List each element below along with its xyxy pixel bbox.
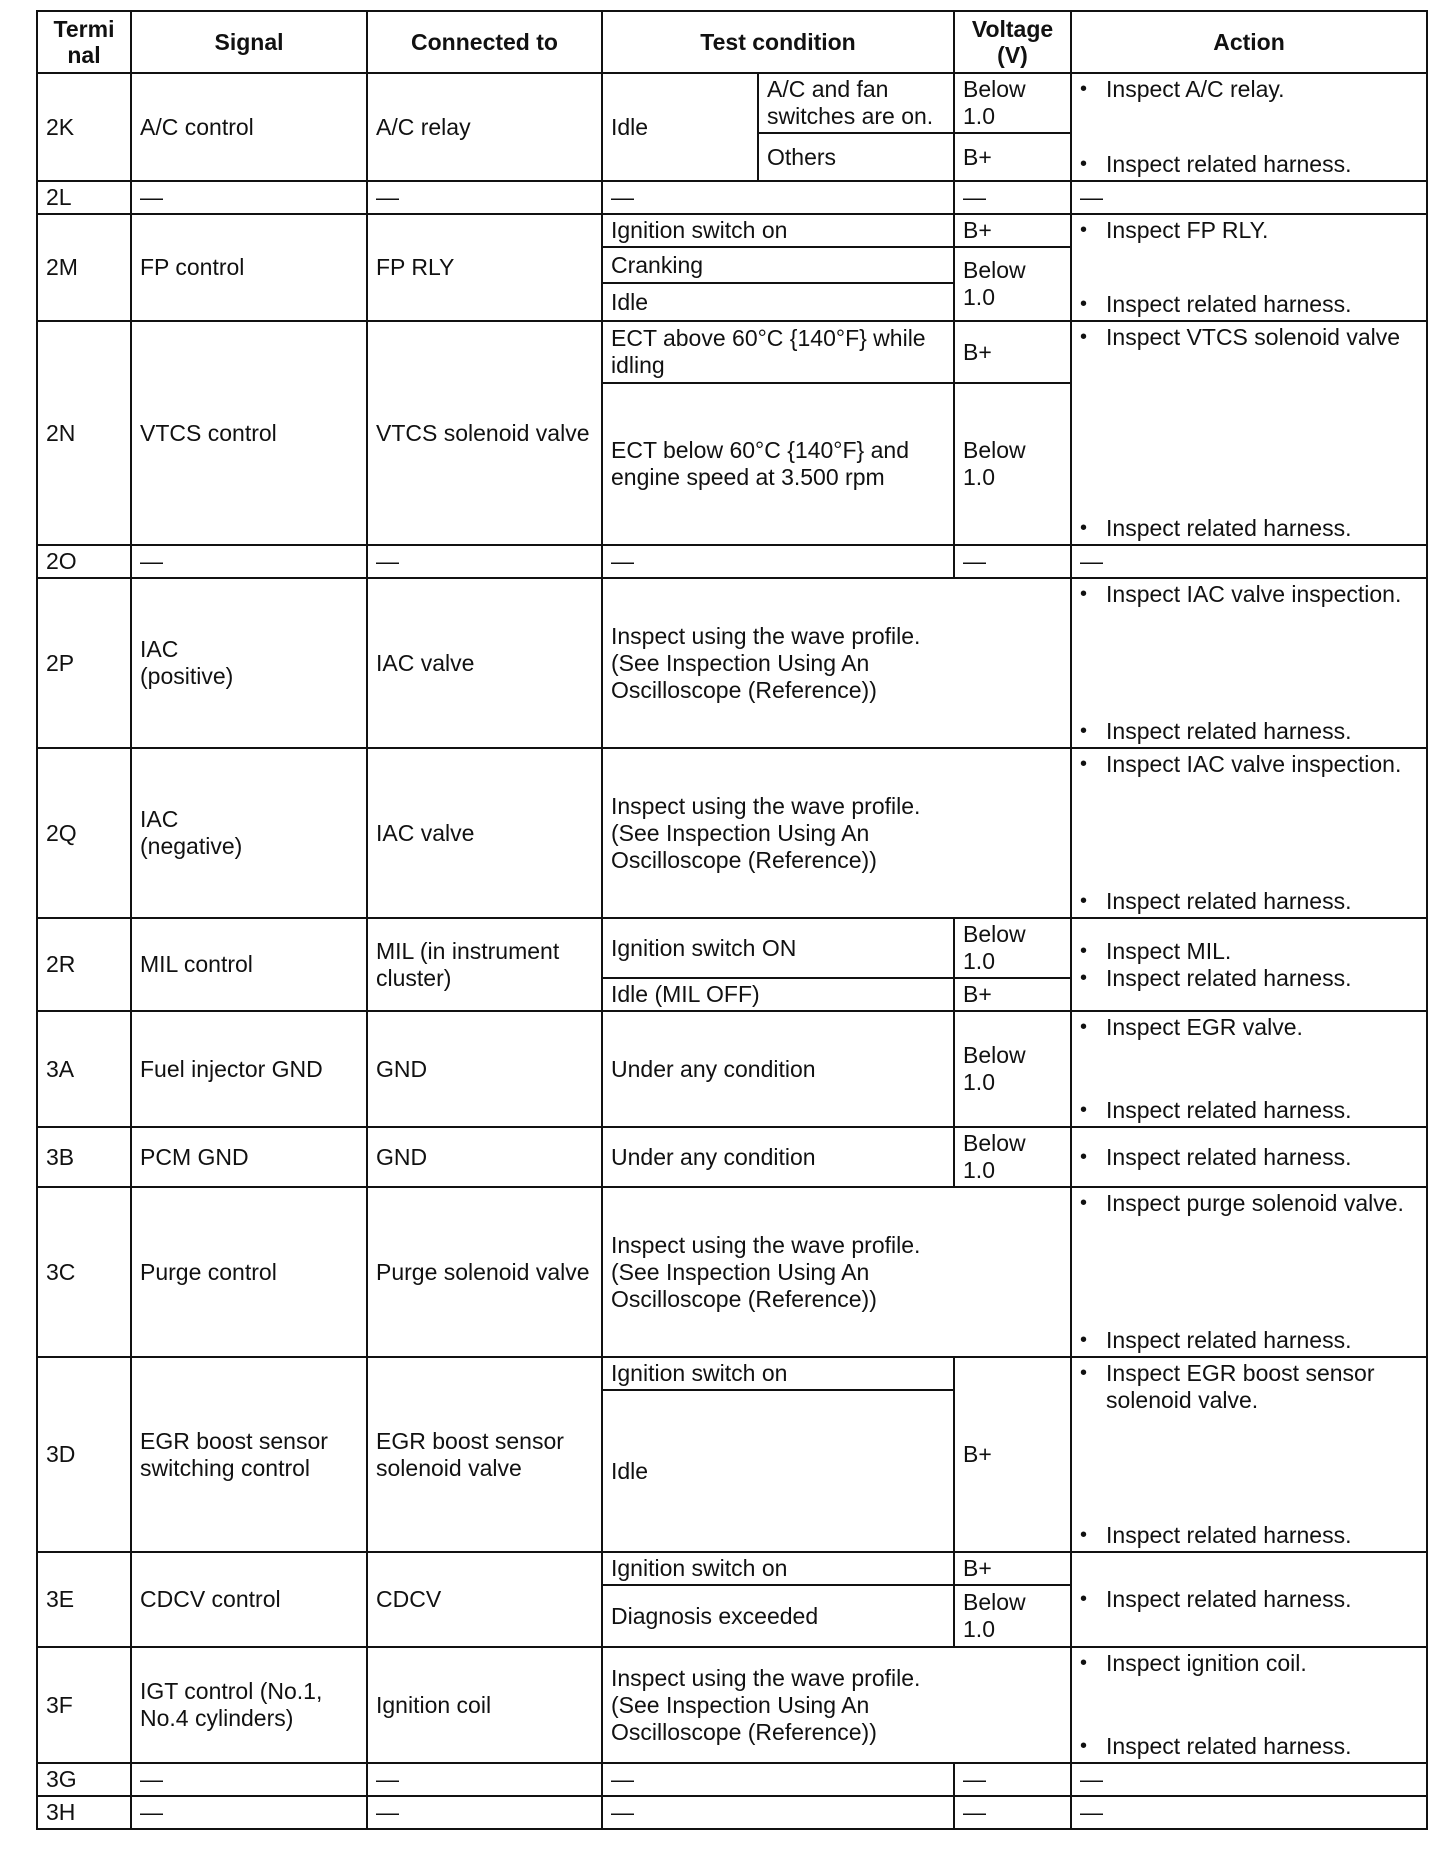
connected-cell: IAC valve — [367, 578, 602, 748]
connected-cell: MIL (in instrument cluster) — [367, 918, 602, 1011]
test-condition-cell: Idle (MIL OFF) — [602, 978, 954, 1011]
terminal-cell: 2P — [37, 578, 131, 748]
table-row — [37, 1357, 1427, 1390]
action-cell — [1071, 578, 1427, 748]
action-item: • Inspect related harness. — [1080, 718, 1352, 744]
table-row — [37, 1127, 1427, 1187]
voltage-cell: Below 1.0 — [954, 918, 1071, 978]
table-row — [37, 181, 1427, 214]
terminal-cell: 2Q — [37, 748, 131, 918]
action-cell — [1071, 73, 1427, 181]
signal-cell: — — [131, 1763, 367, 1796]
voltage-cell: — — [954, 1763, 1071, 1796]
action-item: • Inspect purge solenoid valve. — [1080, 1190, 1404, 1216]
table-row — [37, 1647, 1427, 1763]
signal-cell: Purge control — [131, 1187, 367, 1357]
test-condition-cell: Cranking — [602, 247, 954, 283]
header-test-condition: Test condition — [602, 11, 954, 73]
action-item: • Inspect MIL. — [1080, 937, 1232, 964]
voltage-cell: Below 1.0 — [954, 73, 1071, 133]
header-row — [37, 11, 1427, 73]
connected-cell: A/C relay — [367, 73, 602, 181]
action-cell: — — [1071, 545, 1427, 578]
action-item: • Inspect related harness. — [1080, 888, 1352, 914]
signal-cell: A/C control — [131, 73, 367, 181]
action-cell — [1071, 1187, 1427, 1357]
action-item: • Inspect related harness. — [1080, 1522, 1352, 1548]
pcm-terminal-table — [36, 10, 1428, 1830]
action-cell — [1071, 1647, 1427, 1763]
connected-cell: VTCS solenoid valve — [367, 321, 602, 545]
action-item: • Inspect related harness. — [1080, 291, 1352, 317]
test-condition-cell: ECT below 60°C {140°F} and engine speed at 3.500 rpm — [602, 383, 954, 545]
test-condition-cell: Ignition switch ON — [602, 918, 954, 978]
terminal-cell: 3A — [37, 1011, 131, 1127]
action-item: • Inspect IAC valve inspection. — [1080, 581, 1402, 607]
voltage-cell: Below 1.0 — [954, 1011, 1071, 1127]
connected-cell: — — [367, 545, 602, 578]
voltage-cell: B+ — [954, 1552, 1071, 1585]
signal-cell: EGR boost sensor switching control — [131, 1357, 367, 1552]
action-item: • Inspect IAC valve inspection. — [1080, 751, 1402, 777]
test-condition-cell: Under any condition — [602, 1011, 954, 1127]
action-cell: — — [1071, 1763, 1427, 1796]
action-cell — [1071, 918, 1427, 1011]
signal-cell: — — [131, 181, 367, 214]
action-cell — [1071, 1552, 1427, 1647]
test-condition-cell: — — [602, 545, 954, 578]
action-item: • Inspect related harness. — [1080, 1733, 1352, 1759]
test-condition-cell: Under any condition — [602, 1127, 954, 1187]
connected-cell: CDCV — [367, 1552, 602, 1647]
table-row — [37, 73, 1427, 133]
table-row — [37, 578, 1427, 748]
table-row — [37, 1763, 1427, 1796]
test-condition-cell: Idle — [602, 73, 758, 181]
action-cell: — — [1071, 1796, 1427, 1829]
table-row — [37, 1011, 1427, 1127]
connected-cell: Purge solenoid valve — [367, 1187, 602, 1357]
test-condition-cell: Ignition switch on — [602, 1552, 954, 1585]
test-condition-cell: Inspect using the wave profile. (See Inspection Using An Oscilloscope (Reference)) — [602, 748, 1071, 918]
test-condition-cell: — — [602, 181, 954, 214]
test-condition-cell: — — [602, 1796, 954, 1829]
action-cell — [1071, 214, 1427, 321]
action-item: • Inspect related harness. — [1080, 1327, 1352, 1353]
table-row — [37, 545, 1427, 578]
action-item: • Inspect FP RLY. — [1080, 217, 1269, 243]
voltage-cell: Below 1.0 — [954, 1127, 1071, 1187]
test-condition-cell: — — [602, 1763, 954, 1796]
action-item: • Inspect EGR valve. — [1080, 1014, 1303, 1040]
test-condition-cell: Ignition switch on — [602, 1357, 954, 1390]
terminal-cell: 3D — [37, 1357, 131, 1552]
test-condition-cell: Inspect using the wave profile. (See Inspection Using An Oscilloscope (Reference)) — [602, 1187, 1071, 1357]
table-row — [37, 1187, 1427, 1357]
header-action: Action — [1071, 11, 1427, 73]
test-condition-cell: Diagnosis exceeded — [602, 1585, 954, 1647]
connected-cell: — — [367, 1763, 602, 1796]
terminal-cell: 2L — [37, 181, 131, 214]
action-item: • Inspect related harness. — [1080, 515, 1352, 541]
voltage-cell: Below 1.0 — [954, 247, 1071, 321]
header-connected-to: Connected to — [367, 11, 602, 73]
signal-cell: IAC (negative) — [131, 748, 367, 918]
table-row — [37, 321, 1427, 383]
connected-cell: IAC valve — [367, 748, 602, 918]
test-condition-cell: Ignition switch on — [602, 214, 954, 247]
action-cell — [1071, 1011, 1427, 1127]
voltage-cell: — — [954, 545, 1071, 578]
table-row — [37, 748, 1427, 918]
test-condition-cell: Inspect using the wave profile. (See Inspection Using An Oscilloscope (Reference)) — [602, 578, 1071, 748]
terminal-cell: 2R — [37, 918, 131, 1011]
voltage-cell: B+ — [954, 133, 1071, 181]
table-row — [37, 1552, 1427, 1585]
terminal-cell: 3E — [37, 1552, 131, 1647]
terminal-cell: 3H — [37, 1796, 131, 1829]
voltage-cell: — — [954, 181, 1071, 214]
action-item: • Inspect related harness. — [1080, 1143, 1352, 1170]
terminal-cell: 3B — [37, 1127, 131, 1187]
terminal-cell: 2O — [37, 545, 131, 578]
table-row — [37, 1796, 1427, 1829]
action-item: • Inspect related harness. — [1080, 1586, 1352, 1612]
voltage-cell: B+ — [954, 214, 1071, 247]
connected-cell: — — [367, 181, 602, 214]
voltage-cell: B+ — [954, 978, 1071, 1011]
connected-cell: EGR boost sensor solenoid valve — [367, 1357, 602, 1552]
table-row — [37, 214, 1427, 247]
signal-cell: — — [131, 1796, 367, 1829]
action-cell — [1071, 1127, 1427, 1187]
voltage-cell: — — [954, 1796, 1071, 1829]
terminal-cell: 3G — [37, 1763, 131, 1796]
signal-cell: VTCS control — [131, 321, 367, 545]
signal-cell: PCM GND — [131, 1127, 367, 1187]
test-condition-cell: Idle — [602, 1390, 954, 1552]
terminal-cell: 2K — [37, 73, 131, 181]
action-cell — [1071, 748, 1427, 918]
signal-cell: IGT control (No.1, No.4 cylinders) — [131, 1647, 367, 1763]
signal-cell: FP control — [131, 214, 367, 321]
connected-cell: GND — [367, 1127, 602, 1187]
voltage-cell: B+ — [954, 1357, 1071, 1552]
terminal-cell: 3C — [37, 1187, 131, 1357]
action-item: • Inspect A/C relay. — [1080, 76, 1285, 102]
test-sub-condition-cell: A/C and fan switches are on. — [758, 73, 954, 133]
test-condition-cell: Idle — [602, 283, 954, 321]
terminal-cell: 2N — [37, 321, 131, 545]
connected-cell: GND — [367, 1011, 602, 1127]
connected-cell: Ignition coil — [367, 1647, 602, 1763]
action-cell — [1071, 1357, 1427, 1552]
connected-cell: FP RLY — [367, 214, 602, 321]
action-cell: — — [1071, 181, 1427, 214]
header-signal: Signal — [131, 11, 367, 73]
header-voltage: Voltage (V) — [954, 11, 1071, 73]
signal-cell: MIL control — [131, 918, 367, 1011]
signal-cell: Fuel injector GND — [131, 1011, 367, 1127]
action-cell — [1071, 321, 1427, 545]
test-condition-cell: Inspect using the wave profile. (See Inspection Using An Oscilloscope (Reference)) — [602, 1647, 1071, 1763]
header-terminal: Termi nal — [37, 11, 131, 73]
action-item: • Inspect ignition coil. — [1080, 1650, 1307, 1676]
signal-cell: IAC (positive) — [131, 578, 367, 748]
test-sub-condition-cell: Others — [758, 133, 954, 181]
terminal-cell: 3F — [37, 1647, 131, 1763]
voltage-cell: Below 1.0 — [954, 383, 1071, 545]
table-row — [37, 918, 1427, 978]
test-condition-cell: ECT above 60°C {140°F} while idling — [602, 321, 954, 383]
terminal-cell: 2M — [37, 214, 131, 321]
signal-cell: — — [131, 545, 367, 578]
connected-cell: — — [367, 1796, 602, 1829]
action-item: • Inspect related harness. — [1080, 151, 1352, 177]
action-item: • Inspect EGR boost sensor solenoid valve. — [1080, 1360, 1375, 1413]
voltage-cell: B+ — [954, 321, 1071, 383]
signal-cell: CDCV control — [131, 1552, 367, 1647]
action-item: • Inspect VTCS solenoid valve — [1080, 324, 1401, 350]
voltage-cell: Below 1.0 — [954, 1585, 1071, 1647]
action-item: • Inspect related harness. — [1080, 1097, 1352, 1123]
action-item: • Inspect related harness. — [1080, 964, 1352, 991]
